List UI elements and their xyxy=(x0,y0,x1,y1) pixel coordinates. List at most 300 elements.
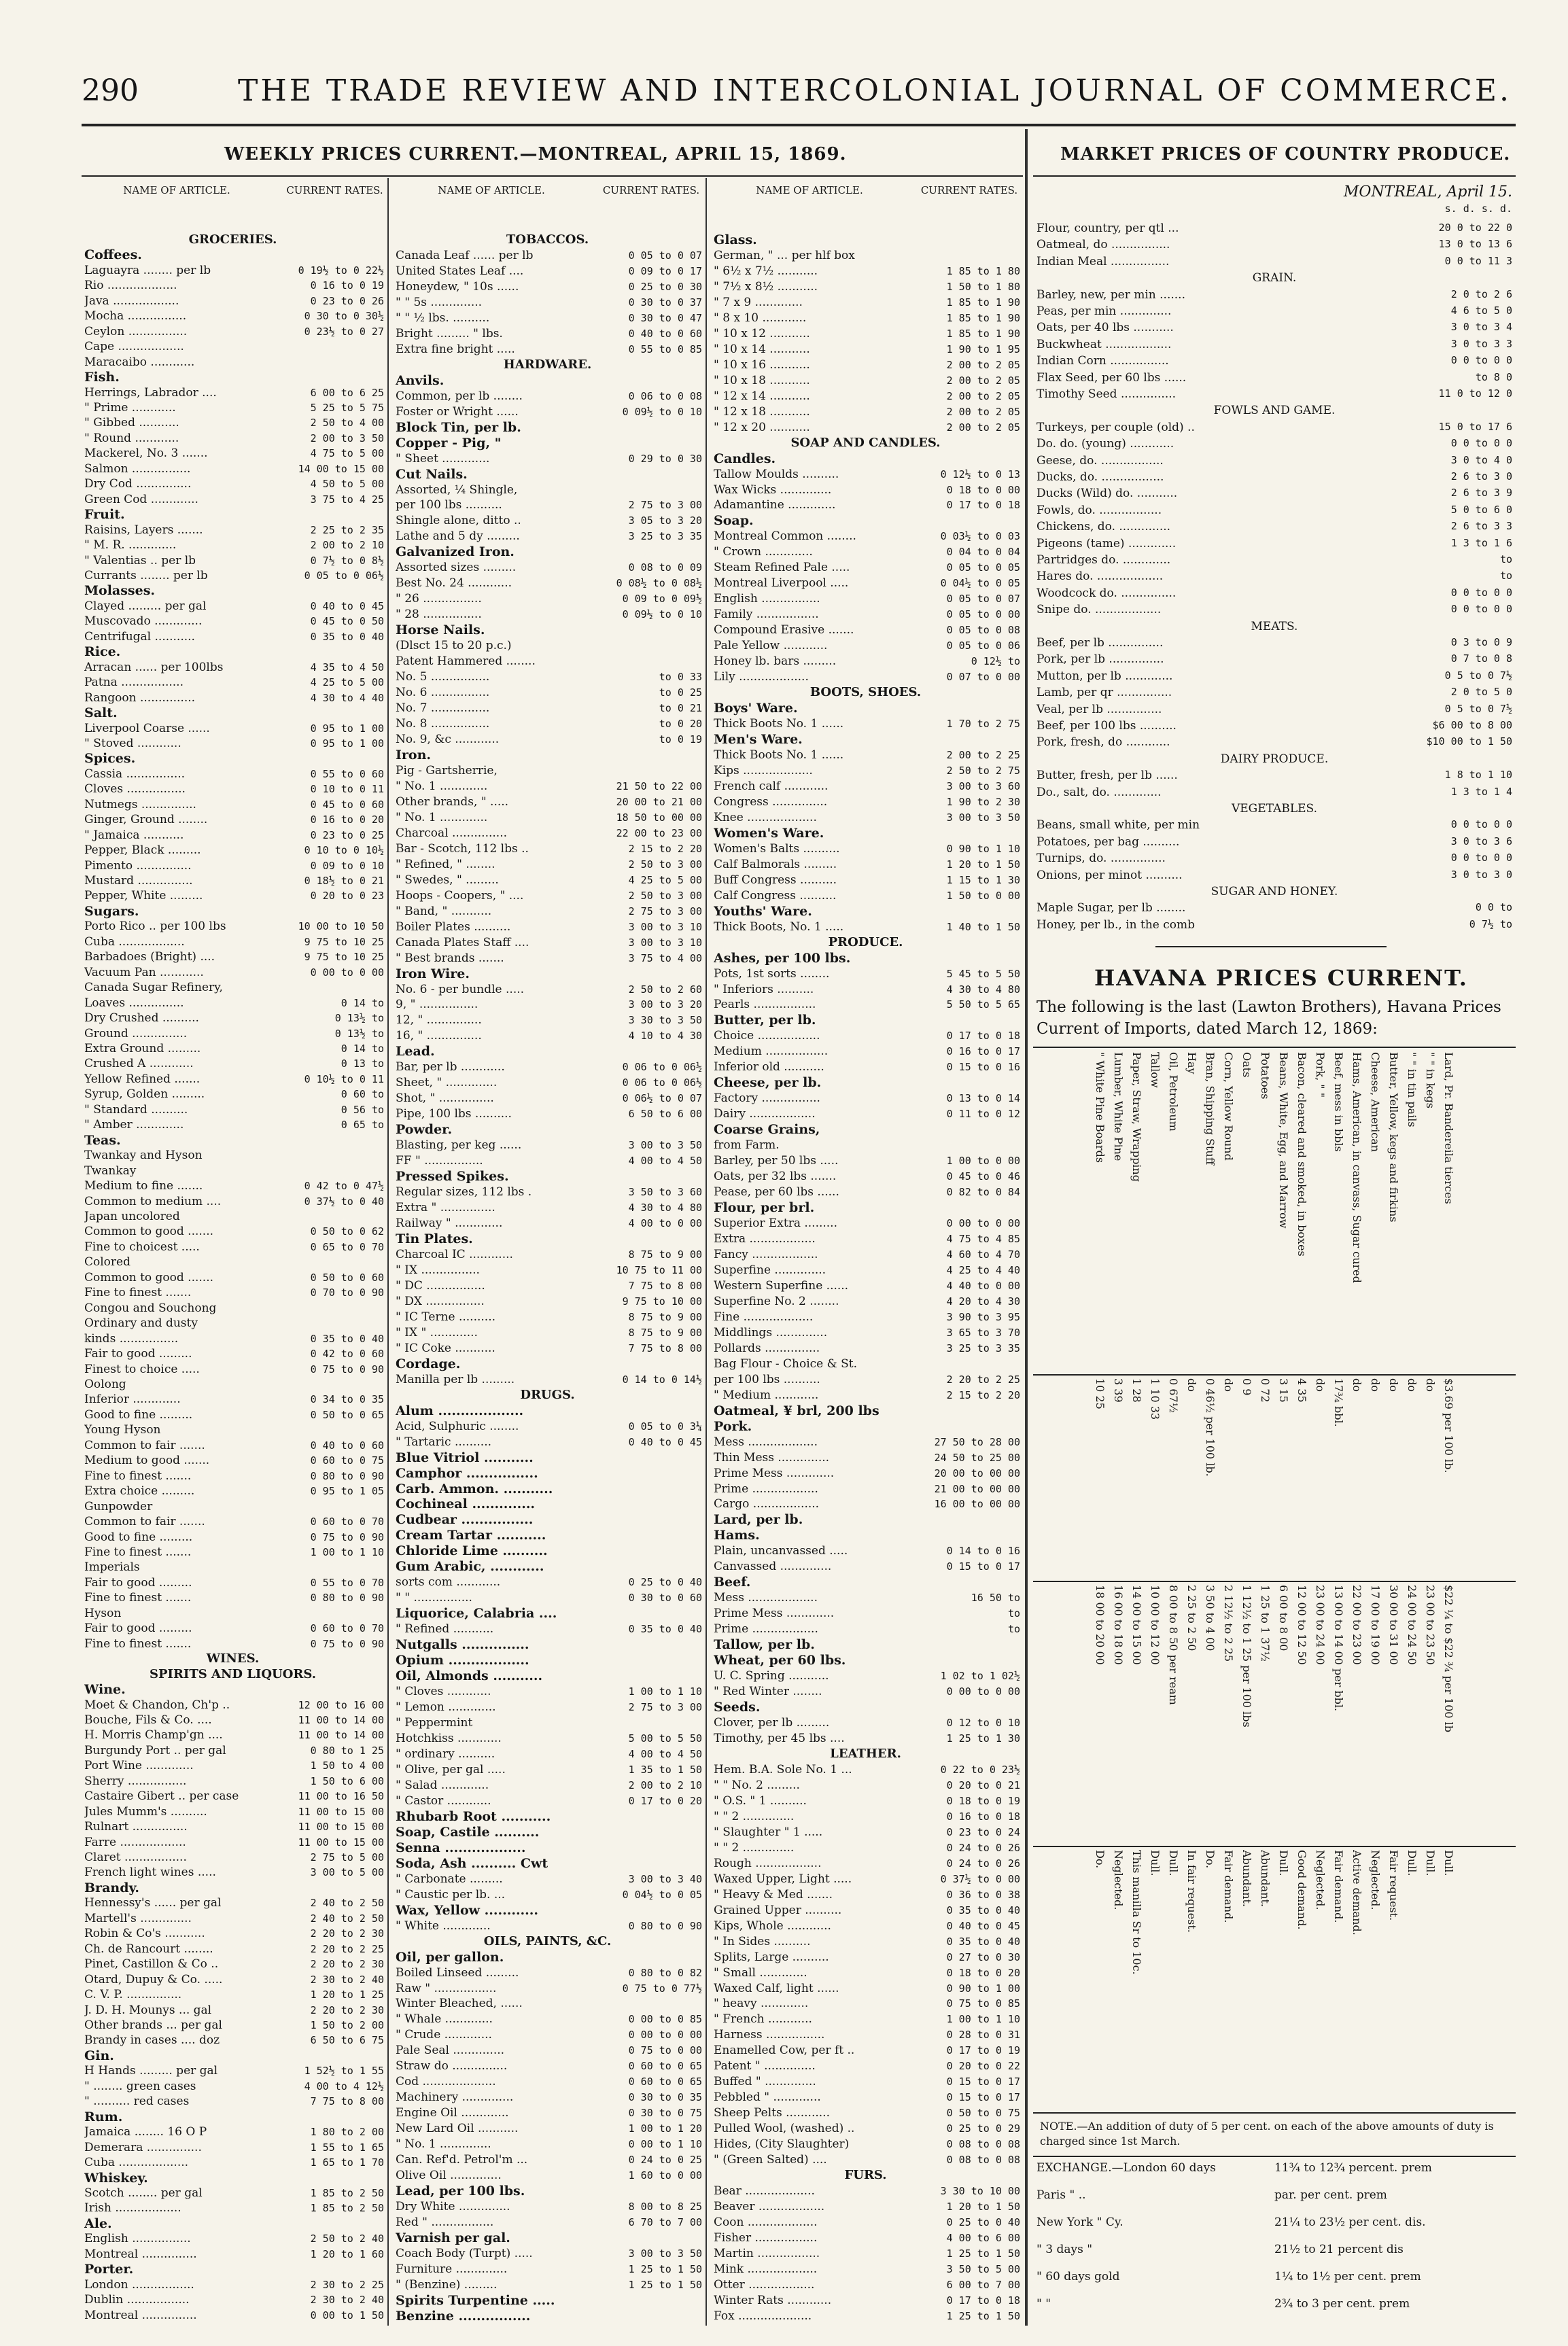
article-name: Glass. xyxy=(714,232,757,247)
col1-rows xyxy=(82,232,384,2323)
article-name: Centrifugal ........... xyxy=(84,629,195,644)
article-name: " (Benzine) ......... xyxy=(396,2277,498,2292)
market-price: 5 0 to 6 0 xyxy=(1450,503,1512,516)
price-row xyxy=(711,2199,1020,2215)
article-name: " Lemon ............. xyxy=(396,1700,496,1715)
price-row xyxy=(711,1590,1020,1606)
price-row xyxy=(711,1435,1020,1450)
price-row xyxy=(82,812,384,827)
subsection-heading xyxy=(711,1200,1020,1216)
price-row xyxy=(82,355,384,370)
price-row xyxy=(82,1835,384,1850)
market-end-rule xyxy=(1155,946,1387,947)
article-name: Western Superfine ...... xyxy=(714,1278,849,1293)
price-row xyxy=(82,1774,384,1789)
article-name: Hams. xyxy=(714,1528,760,1543)
price-row xyxy=(82,2247,384,2262)
price-row xyxy=(82,1056,384,1071)
market-item: Indian Meal ................ xyxy=(1036,254,1170,268)
market-item: Timothy Seed ............... xyxy=(1036,387,1177,401)
current-rate: 0 30 to 0 60 xyxy=(628,1592,702,1605)
article-name: Congress ............... xyxy=(714,794,828,809)
current-rate: 4 50 to 5 00 xyxy=(310,478,384,491)
current-rate: 2 20 to 2 25 xyxy=(310,1942,384,1955)
article-name: per 100 lbs .......... xyxy=(396,498,502,512)
current-rate: 0 24 to 0 25 xyxy=(628,2154,702,2167)
article-name: Soda, Ash .......... Cwt xyxy=(396,1855,548,1871)
article-name: " " 2 .............. xyxy=(714,1809,795,1823)
price-row xyxy=(711,529,1020,544)
price-row xyxy=(393,826,702,841)
current-rate: 0 30 to 0 35 xyxy=(628,2091,702,2104)
current-rate: 0 60 to 0 70 xyxy=(310,1516,384,1528)
current-rate: 1 50 to 6 00 xyxy=(310,1774,384,1787)
market-rule xyxy=(1033,175,1516,177)
article-name: Fair to good ......... xyxy=(84,1575,192,1590)
article-name: Moet & Chandon, Ch'p .. xyxy=(84,1698,230,1712)
price-row xyxy=(711,2184,1020,2199)
havana-remark: Dull. xyxy=(1167,1850,1180,1876)
current-rate: 0 00 to 0 00 xyxy=(946,1685,1020,1698)
current-rate: 0 15 to 0 16 xyxy=(946,1061,1020,1074)
price-row xyxy=(711,1044,1020,1060)
article-name: sorts com ............ xyxy=(396,1575,501,1590)
price-row xyxy=(711,1028,1020,1044)
price-row xyxy=(711,483,1020,498)
price-row xyxy=(82,446,384,461)
price-row xyxy=(82,1102,384,1117)
price-row xyxy=(711,1840,1020,1856)
subsection-heading xyxy=(82,1682,384,1697)
exchange-rate: 1¼ to 1½ per cent. prem xyxy=(1274,2270,1421,2283)
current-rate: 0 56 to xyxy=(341,1103,384,1116)
havana-remark: Dull. xyxy=(1149,1850,1162,1876)
article-name: Patna ................. xyxy=(84,676,184,690)
article-name: Hyson xyxy=(84,1606,122,1620)
article-name: Gunpowder xyxy=(84,1499,153,1513)
current-rate: 2 50 to 2 40 xyxy=(310,2233,384,2245)
market-price: 0 7½ to xyxy=(1469,917,1512,930)
article-name: " Red Winter ........ xyxy=(714,1685,822,1699)
price-row xyxy=(393,2012,702,2027)
price-row xyxy=(393,685,702,701)
article-name: SOAP AND CANDLES. xyxy=(790,435,941,450)
current-rate: 1 50 to 0 00 xyxy=(946,889,1020,902)
price-row xyxy=(82,1850,384,1865)
subsection-heading xyxy=(393,544,702,560)
article-name: Knee ................... xyxy=(714,810,817,824)
article-name: Crushed A ............ xyxy=(84,1057,194,1071)
article-name: Fine to choicest ..... xyxy=(84,1240,200,1254)
current-rate: 3 00 to 3 50 xyxy=(946,811,1020,824)
price-row xyxy=(711,1496,1020,1512)
article-name: Ground ............... xyxy=(84,1026,188,1040)
current-rate: 2 20 to 2 25 xyxy=(946,1373,1020,1386)
market-row xyxy=(1036,487,1512,503)
price-row xyxy=(82,1606,384,1621)
article-name: 16, " ............... xyxy=(396,1029,482,1043)
article-name: Brandy. xyxy=(84,1880,139,1895)
price-row xyxy=(711,1825,1020,1840)
price-row xyxy=(82,431,384,446)
havana-article: Lard, Pr. Bandereila tierces xyxy=(1442,1052,1455,1204)
article-name: " " 5s .............. xyxy=(396,295,483,309)
price-row xyxy=(711,748,1020,763)
current-rate: 4 10 to 4 30 xyxy=(628,1030,702,1043)
current-rate: 0 60 to xyxy=(341,1088,384,1101)
article-name: Lathe and 5 dy ......... xyxy=(396,529,520,544)
market-item: Hares do. .................. xyxy=(1036,570,1164,584)
article-name: " 7 x 9 ............. xyxy=(714,295,803,309)
current-rate: 1 40 to 1 50 xyxy=(946,920,1020,933)
market-price: 13 0 to 13 6 xyxy=(1438,238,1512,251)
article-name: Pollards ............... xyxy=(714,1341,820,1355)
article-name: " ........ green cases xyxy=(84,2079,196,2093)
havana-article: Cheese, American xyxy=(1369,1052,1382,1153)
article-name: Boiled Linseed ......... xyxy=(396,1965,519,1980)
article-name: Common to medium .... xyxy=(84,1194,222,1208)
current-rate: 2 00 to 2 05 xyxy=(946,358,1020,371)
market-price: 3 0 to 3 4 xyxy=(1450,321,1512,334)
price-row xyxy=(711,623,1020,638)
current-rate: 1 20 to 1 50 xyxy=(946,2201,1020,2213)
havana-intro: The following is the last (Lawton Brothers), Havana Prices Current of Imports, dated March 12, 1869: xyxy=(1036,998,1501,1038)
article-name: Molasses. xyxy=(84,583,156,599)
current-rate: 1 60 to 0 00 xyxy=(628,2169,702,2182)
subsection-heading xyxy=(711,701,1020,716)
current-rate: 0 08 to 0 08 xyxy=(946,2154,1020,2167)
price-row xyxy=(711,1341,1020,1356)
article-name: Extra fine bright ..... xyxy=(396,342,515,356)
market-row xyxy=(1036,537,1512,553)
article-name: Nutgalls ............... xyxy=(396,1637,529,1653)
price-row xyxy=(711,326,1020,342)
price-row xyxy=(82,461,384,476)
article-name: Varnish per gal. xyxy=(396,2230,510,2245)
current-rate: 1 50 to 1 80 xyxy=(946,280,1020,293)
price-row xyxy=(393,1341,702,1356)
price-row xyxy=(82,1987,384,2002)
article-name: Prime .................. xyxy=(714,1622,818,1636)
current-rate: 2 00 to 2 05 xyxy=(946,421,1020,434)
article-name: Cordage. xyxy=(396,1356,461,1371)
col2-rows xyxy=(393,232,702,2324)
price-row xyxy=(82,1087,384,1102)
current-rate: 0 40 to 0 60 xyxy=(628,327,702,340)
current-rate: to 0 19 xyxy=(659,733,702,746)
current-rate: 0 07 to 0 00 xyxy=(946,671,1020,684)
current-rate: 0 05 to 0 05 xyxy=(946,561,1020,574)
current-rate: 1 90 to 1 95 xyxy=(946,343,1020,355)
article-name: Other brands, " ..... xyxy=(396,794,509,809)
price-row xyxy=(711,2277,1020,2293)
price-row xyxy=(82,1743,384,1758)
subsection-heading xyxy=(393,1122,702,1138)
price-row xyxy=(393,669,702,685)
havana-price: 2 25 to 2 50 xyxy=(1185,1585,1198,1651)
current-rate: 6 50 to 6 00 xyxy=(628,1108,702,1121)
current-rate: 4 40 to 0 00 xyxy=(946,1279,1020,1292)
col2-rates-header: CURRENT RATES. xyxy=(602,184,700,196)
price-row xyxy=(82,1362,384,1377)
article-name: Pale Yellow ............ xyxy=(714,639,828,653)
article-name: Fine to finest ....... xyxy=(84,1591,192,1605)
article-name: Compound Erasive ....... xyxy=(714,623,854,637)
havana-duty: 1 28 xyxy=(1130,1378,1143,1403)
price-row xyxy=(82,2277,384,2292)
price-row xyxy=(393,2121,702,2137)
article-name: " Carbonate ......... xyxy=(396,1872,503,1886)
article-name: Lead, per 100 lbs. xyxy=(396,2184,525,2199)
havana-remark: Dull. xyxy=(1406,1850,1418,1876)
article-name: " heavy ............. xyxy=(714,1997,809,2011)
current-rate: 9 75 to 10 00 xyxy=(622,1295,702,1308)
market-item: Do. do. (young) ............ xyxy=(1036,437,1174,451)
current-rate: 0 17 to 0 18 xyxy=(946,499,1020,512)
price-row xyxy=(393,904,702,920)
article-name: Honey lb. bars ......... xyxy=(714,654,837,669)
current-rate: 0 13 to xyxy=(341,1057,384,1070)
article-name: Choice ................. xyxy=(714,1029,820,1043)
current-rate: 0 25 to 0 40 xyxy=(946,2216,1020,2229)
price-row xyxy=(711,591,1020,607)
price-row xyxy=(393,1887,702,1903)
price-row xyxy=(711,1934,1020,1950)
market-row xyxy=(1036,470,1512,487)
current-rate: 0 36 to 0 38 xyxy=(946,1888,1020,1901)
subsection-heading xyxy=(393,1466,702,1482)
current-rate: 0 55 to 0 60 xyxy=(310,767,384,780)
price-row xyxy=(711,1762,1020,1778)
market-row xyxy=(1036,288,1512,304)
price-row xyxy=(82,1346,384,1361)
subsection-heading xyxy=(393,1825,702,1840)
article-name: Common to fair ....... xyxy=(84,1438,205,1452)
article-name: Congou and Souchong xyxy=(84,1301,217,1315)
current-rate: 10 75 to 11 00 xyxy=(616,1263,702,1276)
article-name: (Dlsct 15 to 20 p.c.) xyxy=(396,639,512,653)
article-name: Anvils. xyxy=(396,372,445,388)
price-row xyxy=(82,476,384,491)
article-name: Flour, per brl. xyxy=(714,1200,815,1216)
current-rate: 8 75 to 9 00 xyxy=(628,1326,702,1339)
article-name: Good to fine ......... xyxy=(84,1530,193,1544)
article-name: Porto Rico .. per 100 lbs xyxy=(84,920,226,934)
market-price: to xyxy=(1499,553,1512,565)
price-row xyxy=(82,1270,384,1285)
price-row xyxy=(82,415,384,430)
current-rate: 4 30 to 4 80 xyxy=(628,1202,702,1214)
current-rate: 0 50 to 0 60 xyxy=(310,1271,384,1284)
price-row xyxy=(82,324,384,339)
current-rate: 1 65 to 1 70 xyxy=(310,2156,384,2169)
current-rate: 0 18 to 0 19 xyxy=(946,1794,1020,1807)
current-rate: 20 00 to 21 00 xyxy=(616,795,702,808)
subsection-heading xyxy=(711,1653,1020,1668)
price-row xyxy=(711,1778,1020,1793)
havana-duty: 4 35 xyxy=(1295,1378,1308,1403)
price-row xyxy=(82,1530,384,1545)
subsection-heading xyxy=(711,732,1020,748)
section-heading xyxy=(711,685,1020,701)
article-name: Muscovado ............. xyxy=(84,614,203,629)
article-name: LEATHER. xyxy=(830,1746,901,1761)
current-rate: 0 16 to 0 20 xyxy=(310,813,384,826)
price-row xyxy=(82,1163,384,1178)
price-row xyxy=(393,1106,702,1122)
article-name: Mackerel, No. 3 ....... xyxy=(84,447,208,461)
current-rate: 2 00 to 2 05 xyxy=(946,405,1020,418)
subsection-heading xyxy=(711,1700,1020,1715)
market-price: 3 0 to 3 3 xyxy=(1450,337,1512,350)
market-row xyxy=(1036,636,1512,652)
market-item: Ducks, do. ................. xyxy=(1036,470,1164,484)
col2-name-header: NAME OF ARTICLE. xyxy=(438,184,545,196)
article-name: Factory ................ xyxy=(714,1091,820,1106)
current-rate: 9 75 to 10 25 xyxy=(304,935,384,948)
subsection-heading xyxy=(393,373,702,389)
article-name: Hem. B.A. Sole No. 1 ... xyxy=(714,1762,852,1776)
price-row xyxy=(82,2231,384,2246)
price-row xyxy=(82,400,384,415)
current-rate: 0 65 to xyxy=(341,1119,384,1132)
exchange-rate: 2¾ to 3 per cent. prem xyxy=(1274,2297,1410,2311)
havana-duty: 0 46½ per 100 lb. xyxy=(1204,1378,1217,1477)
article-name: Medium to fine ....... xyxy=(84,1179,203,1193)
subsection-heading xyxy=(82,705,384,720)
current-rate: 0 13½ to xyxy=(334,1027,384,1040)
article-name: Oats, per 32 lbs ....... xyxy=(714,1170,837,1184)
price-row xyxy=(393,2137,702,2152)
article-name: Barley, per 50 lbs ..... xyxy=(714,1154,839,1168)
subsection-heading xyxy=(393,1653,702,1668)
article-name: " " ................ xyxy=(396,1591,472,1605)
havana-price: 13 00 to 14 00 per bbl. xyxy=(1332,1585,1345,1712)
current-rate: 0 09½ to 0 10 xyxy=(622,405,702,418)
subsection-heading xyxy=(393,1512,702,1528)
price-row xyxy=(711,342,1020,357)
article-name: Bar - Scotch, 112 lbs .. xyxy=(396,841,529,856)
price-row xyxy=(393,1091,702,1106)
havana-duty: 0 9 xyxy=(1240,1378,1253,1396)
price-row xyxy=(82,965,384,980)
market-price: 3 0 to 4 0 xyxy=(1450,453,1512,466)
current-rate: 0 06 to 0 06½ xyxy=(622,1076,702,1089)
article-name: " " ½ lbs. .......... xyxy=(396,311,490,325)
article-name: " Heavy & Med ....... xyxy=(714,1887,833,1902)
price-row xyxy=(393,810,702,826)
price-row xyxy=(393,404,702,420)
price-row xyxy=(82,1713,384,1728)
subsection-heading xyxy=(393,1356,702,1372)
article-name: " 12 x 18 ........... xyxy=(714,404,810,419)
article-name: Shingle alone, ditto .. xyxy=(396,514,521,528)
article-name: Coffees. xyxy=(84,247,142,263)
price-row xyxy=(711,669,1020,685)
price-row xyxy=(82,2003,384,2018)
subsection-heading xyxy=(393,1528,702,1543)
article-name: Middlings .............. xyxy=(714,1325,828,1340)
article-name: Camphor ................ xyxy=(396,1465,538,1481)
price-row xyxy=(82,1377,384,1392)
market-row xyxy=(1036,238,1512,254)
havana-price: 1 25 to 1 37½ xyxy=(1259,1585,1272,1662)
price-row xyxy=(393,763,702,779)
current-rate: 11 00 to 16 50 xyxy=(298,1790,384,1803)
market-row xyxy=(1036,586,1512,603)
current-rate: 0 12½ to 0 13 xyxy=(940,468,1020,480)
article-name: Fine to finest ....... xyxy=(84,1286,192,1300)
current-rate: 0 08 to 0 08 xyxy=(946,2138,1020,2151)
article-name: WINES. xyxy=(206,1651,260,1666)
current-rate: 16 00 to 00 00 xyxy=(934,1498,1020,1511)
current-rate: 2 25 to 2 35 xyxy=(310,523,384,536)
price-row xyxy=(711,2105,1020,2121)
subsection-heading xyxy=(711,826,1020,841)
market-price: 3 0 to 3 0 xyxy=(1450,868,1512,881)
current-rate: 0 75 to 0 90 xyxy=(310,1637,384,1650)
current-rate: 2 75 to 5 00 xyxy=(310,1851,384,1864)
article-name: " Standard .......... xyxy=(84,1102,188,1117)
current-rate: 0 12 to 0 10 xyxy=(946,1717,1020,1730)
current-rate: 0 35 to 0 40 xyxy=(310,1332,384,1345)
price-row xyxy=(82,339,384,354)
price-row xyxy=(82,736,384,751)
article-name: Mess ................... xyxy=(714,1591,818,1605)
price-row xyxy=(711,497,1020,513)
article-name: Japan uncolored xyxy=(84,1210,180,1223)
article-name: Can. Ref'd. Petrol'm ... xyxy=(396,2153,528,2167)
current-rate: 0 09 to 0 17 xyxy=(628,264,702,277)
price-row xyxy=(393,1996,702,2012)
article-name: " Stoved ............ xyxy=(84,736,181,750)
price-row xyxy=(82,888,384,903)
price-row xyxy=(82,1240,384,1255)
current-rate: 2 15 to 2 20 xyxy=(628,842,702,855)
article-name: Robin & Co's ........... xyxy=(84,1927,205,1941)
subsection-heading xyxy=(393,436,702,451)
article-name: Butter, per lb. xyxy=(714,1013,816,1028)
price-row xyxy=(82,1621,384,1636)
price-row xyxy=(711,389,1020,404)
current-rate: 0 00 to 0 85 xyxy=(628,2013,702,2026)
havana-price: 22 00 to 23 00 xyxy=(1351,1585,1363,1665)
current-rate: 11 00 to 15 00 xyxy=(298,1821,384,1834)
price-row xyxy=(82,873,384,888)
article-name: Superfine No. 2 ........ xyxy=(714,1294,839,1308)
havana-price: 24 00 to 24 50 xyxy=(1406,1585,1418,1665)
market-row xyxy=(1036,255,1512,271)
article-name: J. D. H. Mounys ... gal xyxy=(84,2003,212,2017)
article-name: Adamantine ............. xyxy=(714,498,836,512)
article-name: per 100 lbs .......... xyxy=(714,1372,820,1386)
current-rate: 2 75 to 3 00 xyxy=(628,499,702,512)
price-row xyxy=(393,295,702,311)
price-row xyxy=(711,1169,1020,1185)
article-name: Copper - Pig, " xyxy=(396,435,502,451)
price-row xyxy=(711,1559,1020,1575)
article-name: Maracaibo ............ xyxy=(84,355,195,369)
article-name: Inferior ............. xyxy=(84,1393,181,1407)
article-name: Currants ........ per lb xyxy=(84,568,208,582)
price-row xyxy=(82,1514,384,1529)
price-row xyxy=(393,1325,702,1341)
current-rate: 0 06 to 0 08 xyxy=(628,389,702,402)
price-row xyxy=(82,1728,384,1743)
current-rate: 2 30 to 2 40 xyxy=(310,2294,384,2307)
col-divider-2 xyxy=(705,178,707,2326)
current-rate: 0 80 to 0 90 xyxy=(310,1469,384,1482)
